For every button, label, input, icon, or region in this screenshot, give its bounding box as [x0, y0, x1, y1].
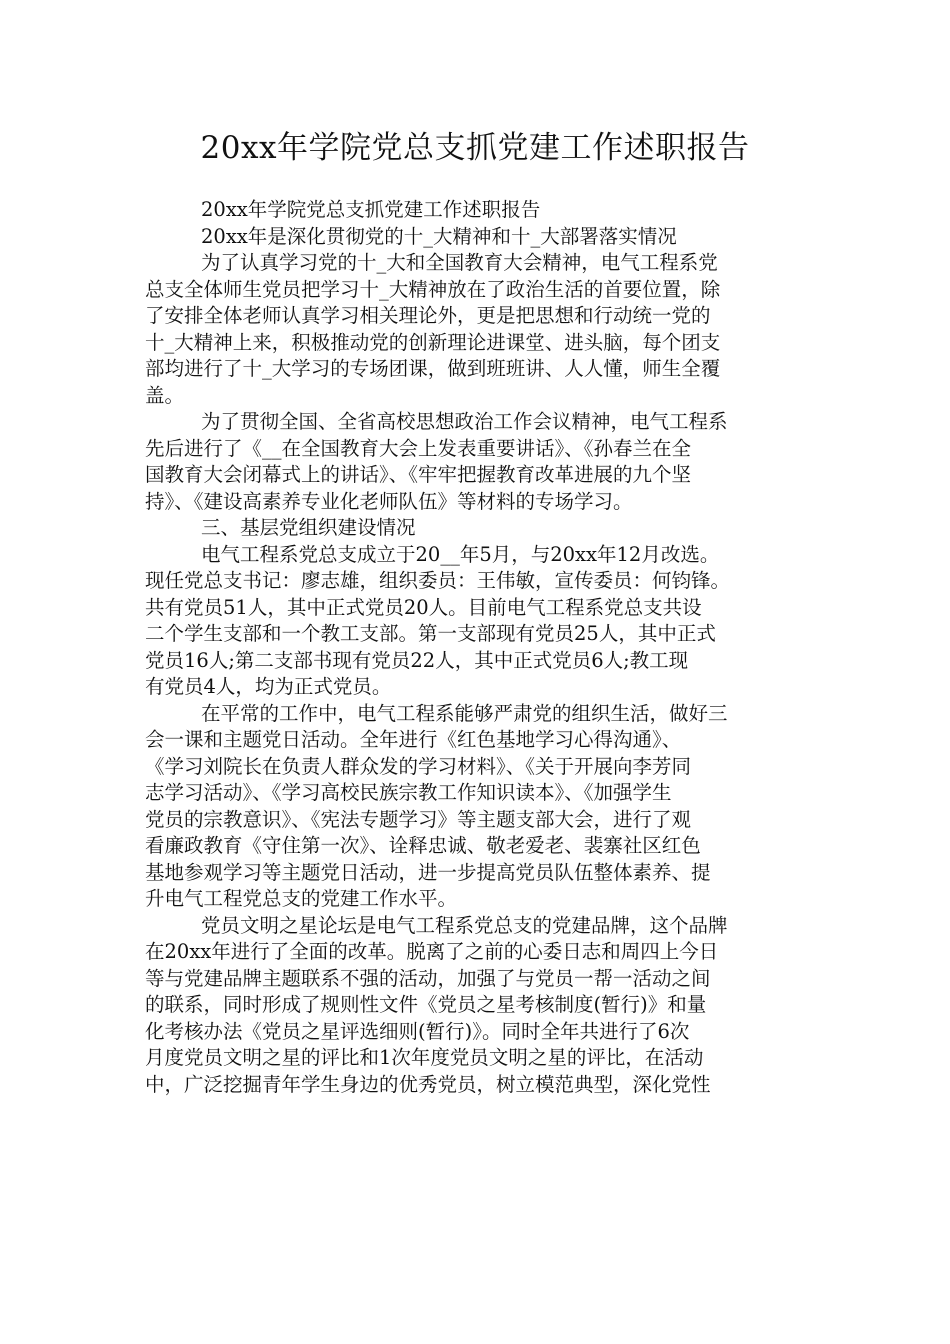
- paragraph-line: 基地参观学习等主题党日活动，进一步提高党员队伍整体素养、提: [145, 860, 711, 884]
- paragraph-line: 等与党建品牌主题联系不强的活动，加强了与党员一帮一活动之间: [145, 966, 711, 990]
- paragraph-line: 持》、《建设高素养专业化老师队伍》等材料的专场学习。: [145, 489, 633, 513]
- paragraph-line: 志学习活动》、《学习高校民族宗教工作知识读本》、《加强学生: [145, 781, 672, 804]
- paragraph-line: 月度党员文明之星的评比和1次年度党员文明之星的评比，在活动: [145, 1046, 704, 1069]
- paragraph-line: 部均进行了十_大学习的专场团课，做到班班讲、人人懂，师生全覆: [145, 357, 721, 380]
- paragraph-line: 了安排全体老师认真学习相关理论外，更是把思想和行动统一党的: [145, 304, 711, 327]
- document-body: [145, 197, 810, 1098]
- paragraph-1: [145, 250, 810, 409]
- paragraph-line: 国教育大会闭幕式上的讲话》、《牢牢把握教育改革进展的九个坚: [145, 463, 692, 486]
- paragraph-line: 党员16人;第二支部书现有党员22人，其中正式党员6人;教工现: [145, 648, 689, 672]
- paragraph-line: 中，广泛挖掘青年学生身边的优秀党员，树立模范典型，深化党性: [145, 1072, 711, 1096]
- paragraph-line: 为了贯彻全国、全省高校思想政治工作会议精神，电气工程系: [201, 410, 728, 433]
- paragraph-line: 二个学生支部和一个教工支部。第一支部现有党员25人，其中正式: [145, 622, 716, 645]
- document-subtitle: 20xx年学院党总支抓党建工作述职报告: [201, 198, 541, 221]
- paragraph-line: 先后进行了《__在全国教育大会上发表重要讲话》、《孙春兰在全: [145, 436, 692, 460]
- paragraph-line: 党员文明之星论坛是电气工程系党总支的党建品牌，这个品牌: [201, 913, 728, 937]
- paragraph-2: [145, 409, 810, 515]
- paragraph-line: 化考核办法《党员之星评选细则(暂行)》。同时全年共进行了6次: [145, 1019, 690, 1043]
- section-heading: 三、基层党组织建设情况: [201, 516, 416, 539]
- paragraph-line: 盖。: [145, 383, 185, 407]
- paragraph-line: 看廉政教育《守住第一次》、诠释忠诚、敬老爱老、裴寨社区红色: [145, 834, 701, 857]
- paragraph-line: 在20xx年进行了全面的改革。脱离了之前的心委日志和周四上今日: [145, 940, 719, 963]
- paragraph-line: 为了认真学习党的十_大和全国教育大会精神，电气工程系党: [201, 251, 718, 274]
- paragraph-line: 共有党员51人，其中正式党员20人。目前电气工程系党总支共设: [145, 595, 702, 619]
- paragraph-line: 有党员4人，均为正式党员。: [145, 675, 392, 698]
- paragraph-line: 总支全体师生党员把学习十_大精神放在了政治生活的首要位置，除: [145, 277, 721, 301]
- paragraph-line: 电气工程系党总支成立于20__年5月，与20xx年12月改选。: [201, 542, 720, 566]
- paragraph-3: [145, 542, 810, 701]
- intro-line: 20xx年是深化贯彻党的十_大精神和十_大部署落实情况: [201, 224, 677, 248]
- document-title: 20xx年学院党总支抓党建工作述职报告: [200, 130, 750, 166]
- paragraph-5: [145, 913, 810, 1099]
- paragraph-line: 党员的宗教意识》、《宪法专题学习》等主题支部大会，进行了观: [145, 807, 692, 831]
- paragraph-line: 在平常的工作中，电气工程系能够严肃党的组织生活，做好三: [201, 701, 728, 725]
- paragraph-line: 的联系，同时形成了规则性文件《党员之星考核制度(暂行)》和量: [145, 993, 707, 1016]
- paragraph-4: [145, 701, 810, 913]
- paragraph-line: 升电气工程党总支的党建工作水平。: [145, 887, 458, 910]
- paragraph-line: 会一课和主题党日活动。全年进行《红色基地学习心得沟通》、: [145, 728, 682, 751]
- paragraph-line: 《学习刘院长在负责人群众发的学习材料》、《关于开展向李芳同: [145, 754, 692, 778]
- paragraph-line: 十_大精神上来，积极推动党的创新理论进课堂、进头脑，每个团支: [145, 330, 721, 354]
- paragraph-line: 现任党总支书记：廖志雄，组织委员：王伟敏，宣传委员：何钧锋。: [145, 569, 731, 592]
